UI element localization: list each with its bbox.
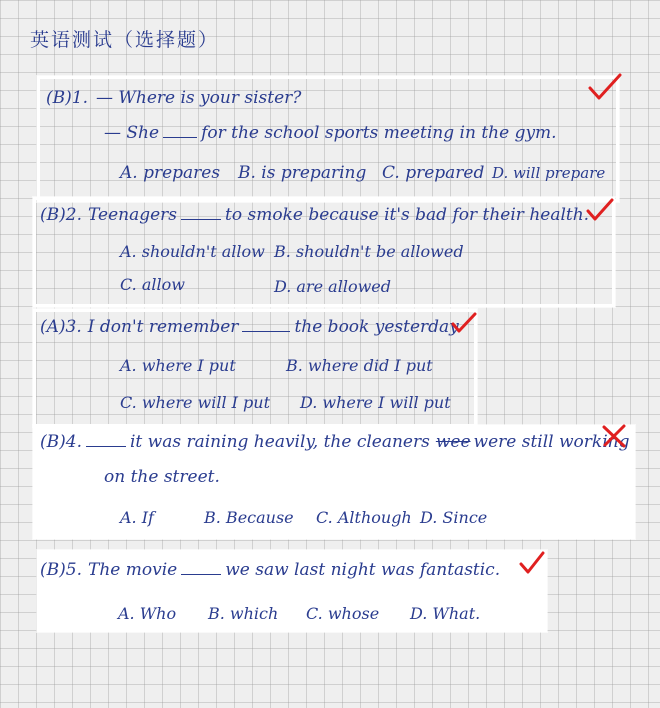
check-icon [450, 311, 478, 337]
question-4-line-1 [40, 432, 630, 452]
question-5-blank [181, 560, 221, 575]
question-4-option-c: C. Although [316, 508, 412, 527]
question-4-line-2: on the street. [104, 467, 220, 487]
page-title: 英语测试（选择题） [30, 29, 220, 51]
question-4-blank [86, 432, 126, 447]
question-1-dialogue-2-post: for the school sports meeting in the gym. [201, 123, 557, 143]
question-1-line-1 [46, 88, 301, 108]
question-5-option-a: A. Who [118, 604, 177, 623]
question-2-option-b: B. shouldn't be allowed [274, 242, 464, 261]
question-2-option-a: A. shouldn't allow [120, 242, 265, 261]
question-4-stem-mid: it was raining heavily, the cleaners [130, 432, 430, 452]
question-3-line-1 [40, 317, 462, 337]
question-1-option-b: B. is preparing [238, 163, 367, 183]
question-5-option-d: D. What. [410, 604, 481, 623]
question-5-option-b: B. which [208, 604, 279, 623]
question-2-blank [181, 205, 221, 220]
check-icon [587, 72, 623, 104]
question-2-option-c: C. allow [120, 275, 185, 294]
question-2-stem-post: to smoke because it's bad for their health. [225, 205, 590, 225]
question-2-answer: (B) [40, 205, 66, 225]
question-4-option-b: B. Because [204, 508, 294, 527]
question-4-stem-post: were still working [473, 432, 630, 452]
question-1-option-a: A. prepares [120, 163, 221, 183]
question-4-number: 4. [65, 432, 82, 452]
question-5-option-c: C. whose [306, 604, 380, 623]
question-5-stem-pre: The movie [88, 560, 178, 580]
question-1-answer: (B) [46, 88, 72, 108]
question-4-answer: (B) [40, 432, 66, 452]
question-3-option-d: D. where I will put [300, 393, 451, 412]
question-3-option-b: B. where did I put [286, 356, 433, 375]
question-4-option-d: D. Since [420, 508, 488, 527]
question-2-option-d: D. are allowed [274, 277, 391, 296]
question-5-number: 5. [65, 560, 82, 580]
question-1-number: 1. [71, 88, 88, 108]
question-1-dialogue-2-pre: — She [104, 123, 160, 143]
question-1-option-c: C. prepared [382, 163, 485, 183]
question-5-answer: (B) [40, 560, 66, 580]
question-1-option-d: D. will prepare [492, 164, 606, 182]
question-4-option-a: A. If [120, 508, 154, 527]
question-5-stem-post: we saw last night was fantastic. [225, 560, 501, 580]
cross-icon [600, 422, 628, 450]
question-4-stem-struck: wee [435, 432, 471, 452]
question-3-option-a: A. where I put [120, 356, 236, 375]
check-icon [518, 550, 546, 578]
check-icon [585, 197, 615, 225]
question-3-option-c: C. where will I put [120, 393, 271, 412]
question-3-stem-pre: I don't remember [87, 317, 239, 337]
question-5-line-1 [40, 560, 500, 580]
question-3-number: 3. [65, 317, 82, 337]
question-1-dialogue-1: — Where is your sister? [96, 88, 302, 108]
question-1-line-2 [104, 123, 557, 143]
question-2-stem-pre: Teenagers [88, 205, 178, 225]
question-2-number: 2. [65, 205, 82, 225]
question-2-line-1 [40, 205, 589, 225]
question-1-blank [163, 123, 197, 138]
question-3-blank [242, 317, 290, 332]
question-3-stem-post: the book yesterday. [294, 317, 462, 337]
question-3-answer: (A) [40, 317, 66, 337]
